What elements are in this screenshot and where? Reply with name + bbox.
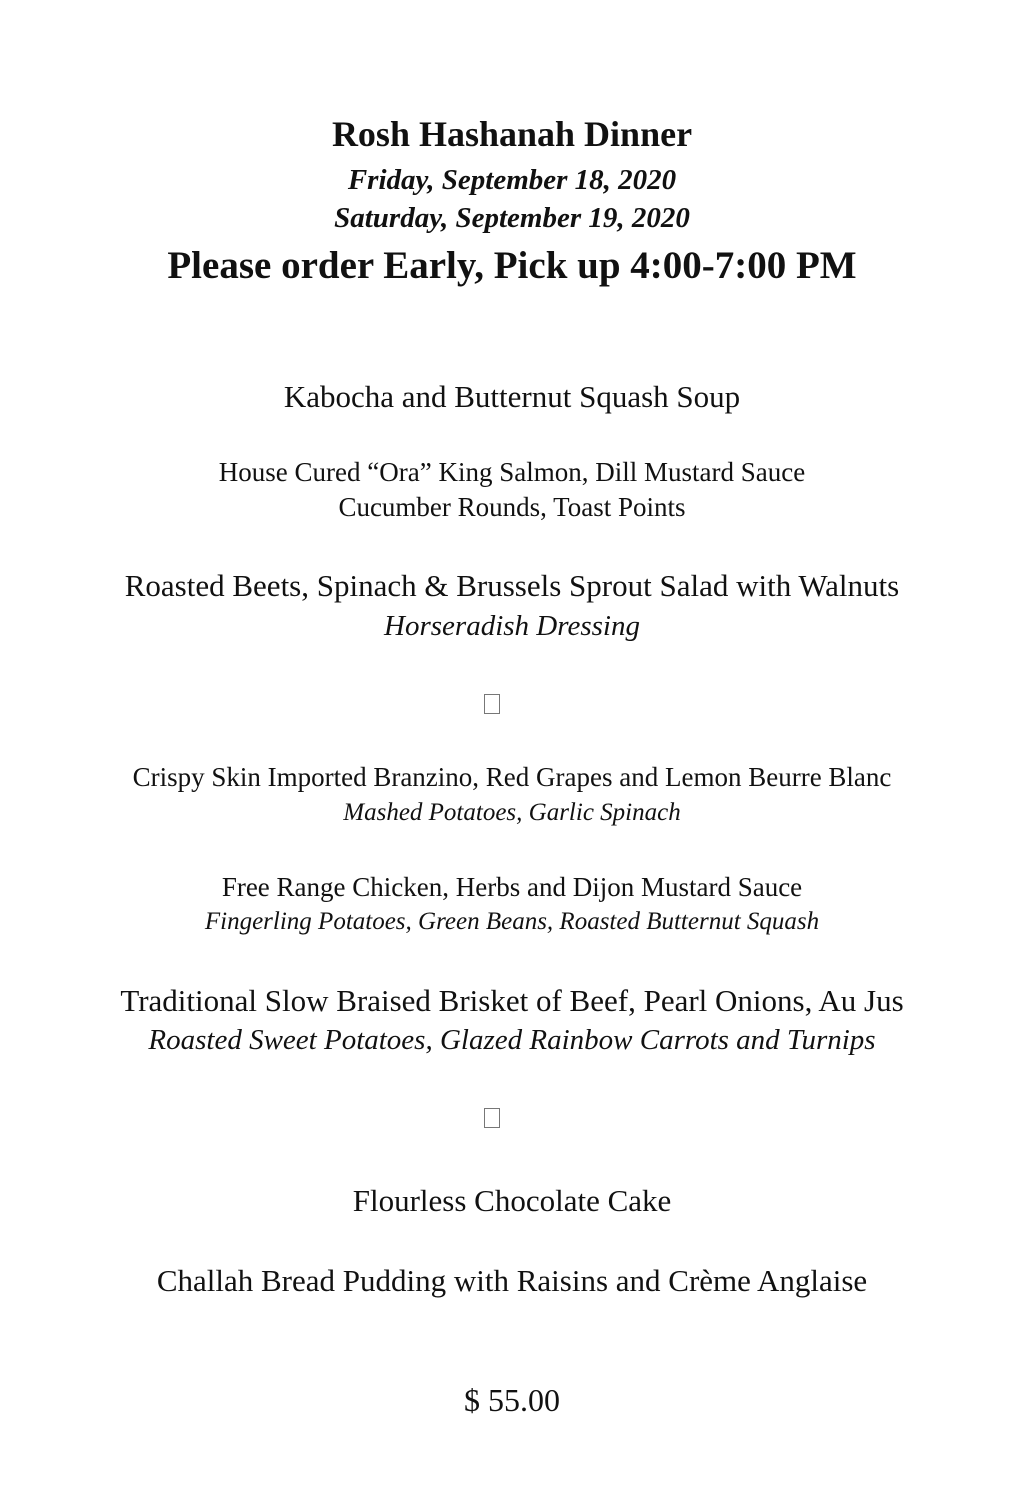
dish-salad: Roasted Beets, Spinach & Brussels Sprout Salad with Walnuts (124, 568, 900, 603)
dish-chicken-sides: Fingerling Potatoes, Green Beans, Roasted Butternut Squash (204, 908, 820, 935)
section-separator-box (484, 694, 500, 714)
dish-salad-dressing: Horseradish Dressing (384, 610, 640, 642)
dish-soup: Kabocha and Butternut Squash Soup (283, 379, 741, 414)
dish-brisket-sides: Roasted Sweet Potatoes, Glazed Rainbow Carrots and Turnips (148, 1024, 876, 1056)
dish-chicken: Free Range Chicken, Herbs and Dijon Mustard Sauce (221, 872, 803, 902)
dish-salmon-sides: Cucumber Rounds, Toast Points (338, 492, 686, 522)
dish-brisket: Traditional Slow Braised Brisket of Beef, Pearl Onions, Au Jus (120, 983, 904, 1018)
dish-cake: Flourless Chocolate Cake (352, 1183, 672, 1218)
section-separator-box (484, 1108, 500, 1128)
date-saturday: Saturday, September 19, 2020 (334, 202, 690, 234)
dish-branzino: Crispy Skin Imported Branzino, Red Grapes and Lemon Beurre Blanc (132, 762, 892, 792)
menu-price: $ 55.00 (464, 1382, 560, 1418)
pickup-notice: Please order Early, Pick up 4:00-7:00 PM (167, 244, 857, 287)
menu-title: Rosh Hashanah Dinner (331, 114, 693, 154)
dish-pudding: Challah Bread Pudding with Raisins and Crème Anglaise (156, 1263, 868, 1298)
date-friday: Friday, September 18, 2020 (347, 164, 677, 196)
dish-salmon: House Cured “Ora” King Salmon, Dill Mustard Sauce (218, 457, 806, 487)
dish-branzino-sides: Mashed Potatoes, Garlic Spinach (343, 799, 681, 826)
